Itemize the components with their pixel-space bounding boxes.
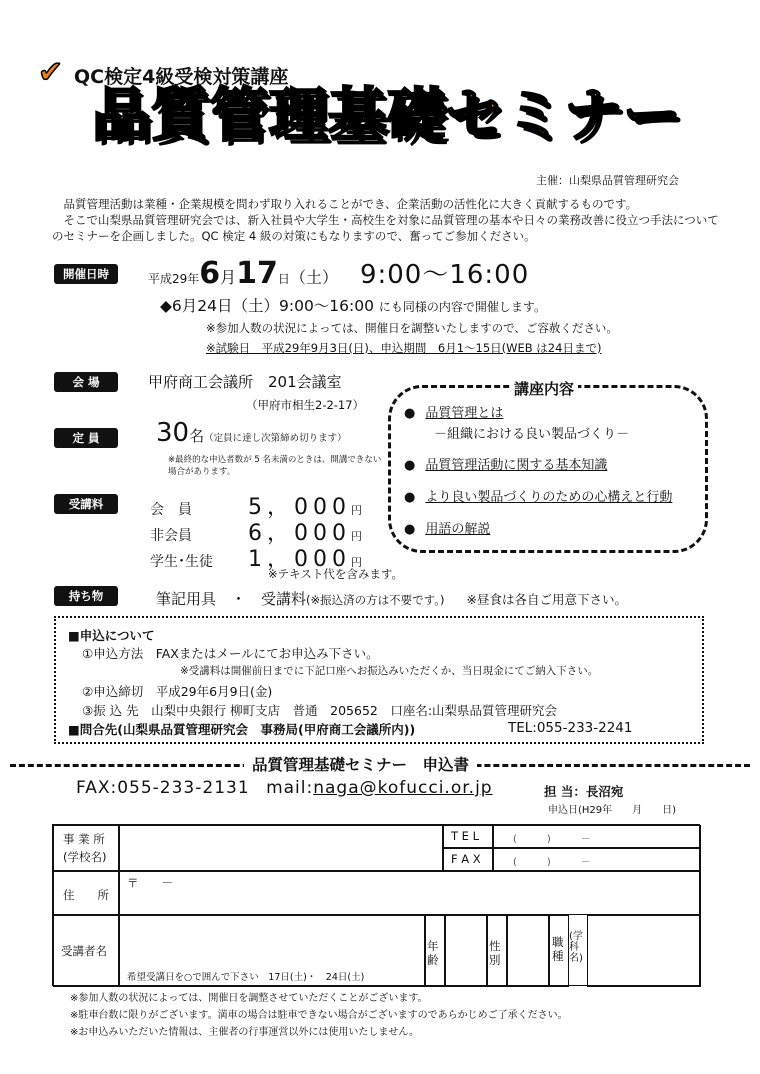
fee-note: ※テキスト代を含みます。 [268,567,403,581]
capacity-label: 定 員 [54,428,118,448]
fee-row [150,516,362,546]
fax-number: FAX:055-233-2131 [76,778,250,798]
date-era: 平成29年 [148,272,200,286]
course-title: 講座内容 [510,378,578,399]
fee-unit: 円 [351,504,362,517]
check-icon: ✔ [38,55,64,90]
bullet-icon: ● [404,458,416,473]
footer-note: ※お申込みいただいた情報は、主催者の行事運営以外には使用いたしません。 [70,1027,419,1038]
footer-note: ※参加人数の状況によっては、開催日を調整させていただくことがございます。 [70,993,428,1004]
form-title: 品質管理基礎セミナー 申込書 [244,753,477,775]
venue-address: （甲府市相生2-2-17） [246,398,365,412]
company-input[interactable] [119,825,443,871]
preferred-date: 希望受講日を○で囲んで下さい 17日(土)・ 24日(土) [127,972,365,983]
application-deadline: ②申込締切 平成29年6月9日(金) [82,684,273,699]
occupation-input[interactable] [587,915,701,987]
alt-date [160,294,546,316]
fax-label: F A X [451,852,481,866]
inquiry: ■問合先(山梨県品質管理研究会 事務局(甲府商工会議所内)) [68,722,416,737]
dept-label: (学科名) [569,931,583,964]
address-label: 住 所 [63,888,109,902]
date-day: 17 [236,256,278,291]
capacity-note: （定員に達し次第締め切ります） [204,433,347,444]
age-input[interactable] [445,915,487,987]
contact-person: 担 当：長沼宛 [544,784,624,799]
event-time: 9:00～16:00 [359,260,530,290]
capacity [156,418,347,448]
venue-name: 甲府商工会議所 201会議室 [148,373,342,391]
bullet-icon: ● [404,522,416,537]
schedule-note: ※参加人数の状況によっては、開催日を調整いたしますので、ご容赦ください。 [206,321,618,335]
name-label: 受講者名 [61,944,107,958]
fee-amount: 1，000 [248,547,351,572]
course-item-label: 品質管理とは [425,406,504,421]
course-item-label: 用語の解説 [425,522,491,537]
page-title: 品質管理基礎セミナー [92,81,683,149]
applied-date: 申込日(H29年 月 日) [548,805,677,816]
capacity-unit: 名 [189,427,205,445]
address-input[interactable] [119,871,701,915]
bullet-icon: ● [404,406,416,421]
occupation-label: 職種 [552,935,564,963]
date-month: 6 [199,256,221,291]
footer-note: ※駐車台数に限りがございます。満車の場合は駐車できない場合がございますのであらかじめご了承ください。 [70,1010,568,1021]
fee-unit: 円 [351,556,362,569]
bring-label: 持ち物 [54,586,118,606]
fee-type: 会 員 [150,502,192,518]
schedule-label: 開催日時 [54,264,118,284]
course-item [404,486,672,505]
event-date [148,254,529,291]
bring-items [156,588,627,609]
application-form [52,824,700,986]
application-info [54,616,704,744]
intro-text [52,196,722,244]
fee-row [150,490,362,520]
fee-type: 非会員 [150,528,192,544]
intro-paragraph-2: そこで山梨県品質管理研究会では、新入社員や大学生・高校生を対象に品質管理の基本や日々の業務改善に役立つ手法についてのセミナーを企画しました。QC 検定 4 級の対策にもなりますので、奮ってご参加ください。 [52,213,719,243]
alt-date-suffix: にも同様の内容で開催します。 [378,300,546,314]
school-label: (学校名) [63,850,107,864]
mail-label: mail: [266,778,314,798]
fee-row [150,542,362,572]
tel-placeholder: ( ) － [513,834,591,845]
fee-table [150,490,362,572]
alt-date-text: ◆6月24日（土）9:00～16:00 [160,297,374,315]
intro-paragraph-1: 品質管理活動は業種・企業規模を問わず取り入れることができ、企業活動の活性化に大きく貢献するものです。 [63,197,638,211]
fee-type: 学生･生徒 [150,554,213,570]
postal-mark: 〒 － [127,876,173,890]
fee-amount: 5，000 [248,495,351,520]
footer-notes [70,990,568,1041]
sponsor: 主催：山梨県品質管理研究会 [536,174,679,187]
bank-info: ③振 込 先 山梨中央銀行 柳町支店 普通 205652 口座名:山梨県品質管理研究会 [82,703,558,718]
tel-label: T E L [451,829,480,843]
bring-items-text: 筆記用具 ・ 受講料 [156,590,307,608]
exam-note: ※試験日 平成29年9月3日(日)、申込期間 6月1～15日(WEB は24日まで) [206,341,602,355]
fax-placeholder: ( ) － [513,857,591,868]
date-day-unit: 日 [277,272,290,286]
bring-items-note: (※振込済の方は不要です。) [306,593,445,607]
date-month-unit: 月 [220,268,237,287]
course-item-label: より良い製品づくりのための心構えと行動 [425,490,673,505]
fee-label: 受講料 [54,494,118,514]
course-item [404,518,490,537]
payment-note: ※受講料は開催前日までに下記口座へお振込みいただくか、当日現金にてご納入下さい。 [180,665,599,677]
course-item-sub: －組織における良い製品づくり－ [434,427,630,442]
course-item [404,402,503,421]
capacity-min-note: ※最終的な申込者数が 5 名未満のときは、開講できない場合があります。 [168,455,382,477]
fee-unit: 円 [351,530,362,543]
sex-input[interactable] [507,915,549,987]
application-heading: ■申込について [68,628,155,643]
course-item-label: 品質管理活動に関する基本知識 [425,458,608,473]
sex-label: 性別 [489,939,501,967]
subtitle: QC検定4級受検対策講座 [74,66,289,88]
application-method: ①申込方法 FAXまたはメールにてお申込み下さい。 [82,646,379,661]
age-label: 年齢 [427,939,439,967]
company-label: 事 業 所 [63,832,105,846]
inquiry-tel: TEL:055-233-2241 [508,720,633,736]
bullet-icon: ● [404,490,416,505]
course-item [404,454,607,473]
fee-amount: 6，000 [248,521,351,546]
mail-address[interactable]: naga@kofucci.or.jp [313,778,493,798]
fax-mail [76,778,493,798]
venue-label: 会 場 [54,372,118,392]
date-weekday: （土） [289,268,338,287]
capacity-number: 30 [156,418,190,448]
lunch-note: ※昼食は各自ご用意下さい。 [466,592,627,607]
